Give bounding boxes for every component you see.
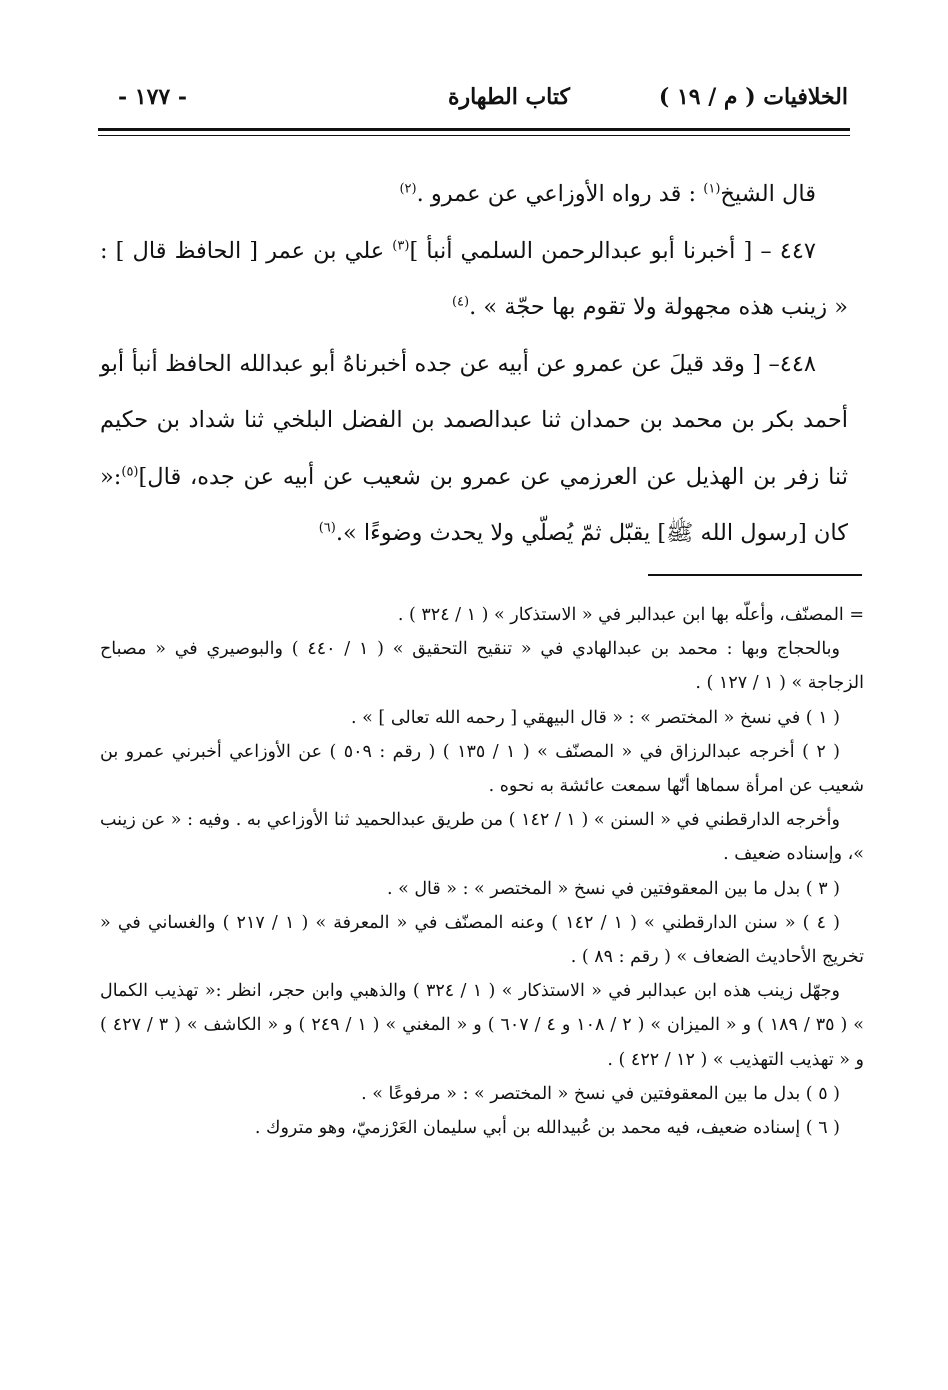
header-rule-thin bbox=[98, 135, 850, 136]
footnote-2: ( ٢ ) أخرجه عبدالرزاق في « المصنّف » ( ١ / ١٣٥ ) ( رقم : ٥٠٩ ) عن الأوزاعي أخبرني عمرو بن شعيب عن امرأة سماها أنّها سمعت عائشة به نحوه . bbox=[100, 741, 864, 797]
main-text bbox=[100, 166, 848, 562]
footnote-5: ( ٥ ) بدل ما بين المعقوفتين في نسخ « المختصر » : « مرفوعًا » . bbox=[361, 1083, 840, 1104]
footnote-ref: (٤) bbox=[451, 294, 470, 310]
footnote-2-cont: وأخرجه الدارقطني في « السنن » ( ١ / ١٤٢ ) من طريق عبدالحميد ثنا الأوزاعي به . وفيه : « عن زينب »، وإسناده ضعيف . bbox=[100, 810, 864, 865]
hadith-448: ٤٤٨– [ وقد قيلَ عن عمرو عن أبيه عن جده أخبرناهُ أبو عبدالله الحافظ أنبأ أبو أحمد بكر بن محمد بن حمدان ثنا عبدالصمد بن الفضل البلخي ثنا شداد بن حكيم ثنا زفر بن الهذيل عن العرزمي عن عمرو بن شعيب عن أبيه عن جده، قال]$^{(٥)}$:« كان [رسول الله ﷺ] يقبّل ثمّ يُصلّي ولا يحدث وضوءًا ».$^{(٦)}$ bbox=[100, 350, 848, 546]
hadith-447: ٤٤٧ – [ أخبرنا أبو عبدالرحمن السلمي أنبأ ]$^{(٣)}$ علي بن عمر [ الحافظ قال ] : « زينب هذه مجهولة ولا تقوم بها حجّة » .$^{(٤)}$ bbox=[100, 237, 848, 320]
chapter-title: كتاب الطهارة bbox=[447, 84, 570, 110]
footnote-4-cont: وجهّل زينب هذه ابن عبدالبر في « الاستذكار » ( ١ / ٣٢٤ ) والذهبي وابن حجر، انظر :« تهذيب الكمال » ( ٣٥ / ١٨٩ ) و « الميزان » ( ٢ / ١٠٨ و ٤ / ٦٠٧ ) و « المغني » ( ١ / ٢٤٩ ) و « الكاشف » ( ٣ / ٤٢٧ ) و « تهذيب التهذيب » ( ١٢ / ٤٢٢ ) . bbox=[100, 981, 864, 1070]
footnote-1: ( ١ ) في نسخ « المختصر » : « قال البيهقي [ رحمه الله تعالى ] » . bbox=[351, 707, 840, 728]
running-title: الخلافيات ( م / ١٩ ) bbox=[658, 84, 848, 110]
footnote-6: ( ٦ ) إسناده ضعيف، فيه محمد بن عُبيدالله بن أبي سليمان العَرْزميّ، وهو متروك . bbox=[254, 1118, 840, 1139]
page-number: - ١٧٧ - bbox=[118, 84, 188, 110]
footnote-continuation: = المصنّف، وأعلّه بها ابن عبدالبر في « الاستذكار » ( ١ / ٣٢٤ ) . bbox=[397, 605, 864, 625]
footnote-ref: (٦) bbox=[318, 520, 336, 536]
footnote-ref: (١) bbox=[703, 181, 721, 197]
footnote-4: ( ٤ ) « سنن الدارقطني » ( ١ / ١٤٢ ) وعنه المصنّف في « المعرفة » ( ١ / ٢١٧ ) والغساني في « تخريج الأحاديث الضعاف » ( رقم : ٨٩ ) . bbox=[100, 912, 864, 968]
footnote-ref: (٢) bbox=[399, 181, 417, 197]
page-header bbox=[100, 78, 848, 118]
footnote-3: ( ٣ ) بدل ما بين المعقوفتين في نسخ « المختصر » : « قال » . bbox=[386, 878, 840, 899]
footnote-continuation: وبالحجاج وبها : محمد بن عبدالهادي في « تنقيح التحقيق » ( ١ / ٤٤٠ ) والبوصيري في « مصباح الزجاجة » ( ١ / ١٢٧ ) . bbox=[100, 639, 864, 694]
header-rule-thick bbox=[98, 128, 850, 131]
paragraph-sheikh-statement: قال الشيخ$^{(١)}$ : قد رواه الأوزاعي عن عمرو .$^{(٢)}$ bbox=[399, 181, 816, 207]
footnote-ref: (٣) bbox=[392, 238, 410, 253]
footnote-separator bbox=[648, 574, 862, 576]
footnote-ref: (٥) bbox=[121, 464, 139, 479]
footnotes bbox=[100, 598, 864, 1145]
